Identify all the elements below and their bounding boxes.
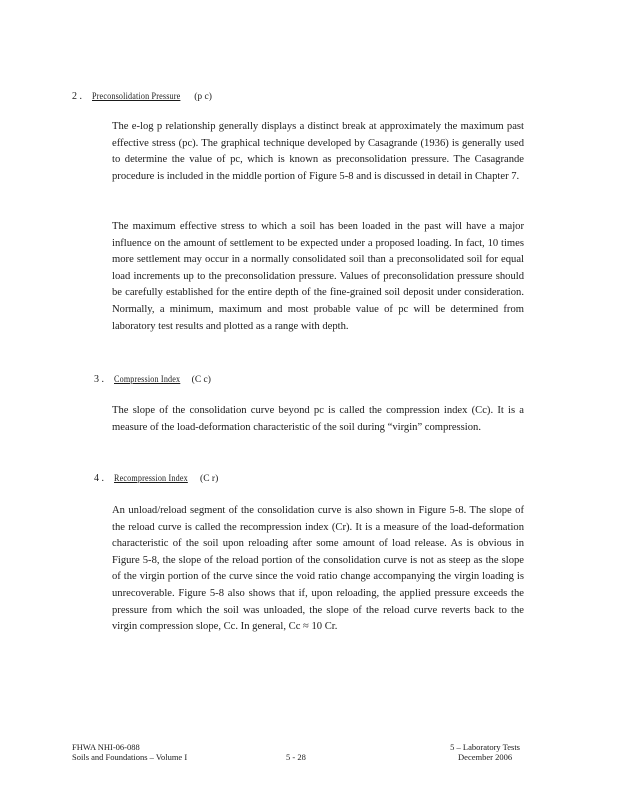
footer-page-number: 5 - 28 — [286, 752, 306, 762]
section-2-heading — [72, 90, 212, 103]
section-3-heading — [94, 373, 211, 386]
footer-document-id: FHWA NHI-06-088 — [72, 742, 140, 752]
section-3-number: 3 . — [94, 374, 104, 385]
section-2-number: 2 . — [72, 91, 82, 102]
section-3-title: Compression Index — [114, 374, 181, 384]
footer-document-title: Soils and Foundations – Volume I — [72, 752, 188, 762]
section-2-paragraph-1: The e-log p relationship generally displays a distinct break at approximately the maximum past effective stress (pc). The graphical technique developed by Casagrande (1936) is generally used to determine the value of pc, which is known as preconsolidation pressure. The Casagrande procedure is included in the middle portion of Figure 5-8 and is discussed in detail in Chapter 7. — [112, 121, 524, 182]
section-3-symbol: (C c) — [191, 375, 211, 385]
footer-date: December 2006 — [458, 752, 513, 762]
footer-chapter: 5 – Laboratory Tests — [450, 742, 520, 752]
section-4-title: Recompression Index — [114, 473, 188, 483]
section-4-symbol: (C r) — [200, 474, 219, 484]
section-4-heading — [94, 472, 218, 485]
section-2-paragraph-2: The maximum effective stress to which a soil has been loaded in the past will have a major influence on the amount of settlement to be expected under a proposed loading. In fact, 10 times more settlement may occur in a normally consolidated soil than a preconsolidated soil for equal load increments up to the preconsolidation pressure. Values of preconsolidation pressure should be carefully established for the entire depth of the fine-grained soil deposit under consideration. Normally, a minimum, maximum and most probable value of pc will be determined from laboratory test results and plotted as a range with depth. — [112, 221, 524, 332]
footer-left — [72, 742, 187, 762]
section-4-paragraph-1: An unload/reload segment of the consolidation curve is also shown in Figure 5-8. The slope of the reload curve is called the recompression index (Cr). It is a measure of the load-deformation characteristic of the soil upon reloading after some amount of load release. As is obvious in Figure 5-8, the slope of the reload portion of the consolidation curve is not as steep as the slope of the virgin portion of the curve since the void ratio change accompanying the virgin loading is unrecoverable. Figure 5-8 also shows that if, upon reloading, the applied pressure exceeds the pressure from which the soil was unloaded, the slope of the reload curve reverts back to the virgin compression slope, Cc. In general, Cc ≈ 10 Cr. — [112, 505, 524, 633]
section-2-symbol: (p c) — [194, 92, 212, 102]
section-3-paragraph-1: The slope of the consolidation curve beyond pc is called the compression index (Cc). It is a measure of the load-deformation characteristic of the soil during “virgin” compression. — [112, 405, 524, 433]
footer-right — [450, 742, 520, 762]
section-2-title: Preconsolidation Pressure — [92, 91, 181, 101]
section-4-number: 4 . — [94, 473, 104, 484]
